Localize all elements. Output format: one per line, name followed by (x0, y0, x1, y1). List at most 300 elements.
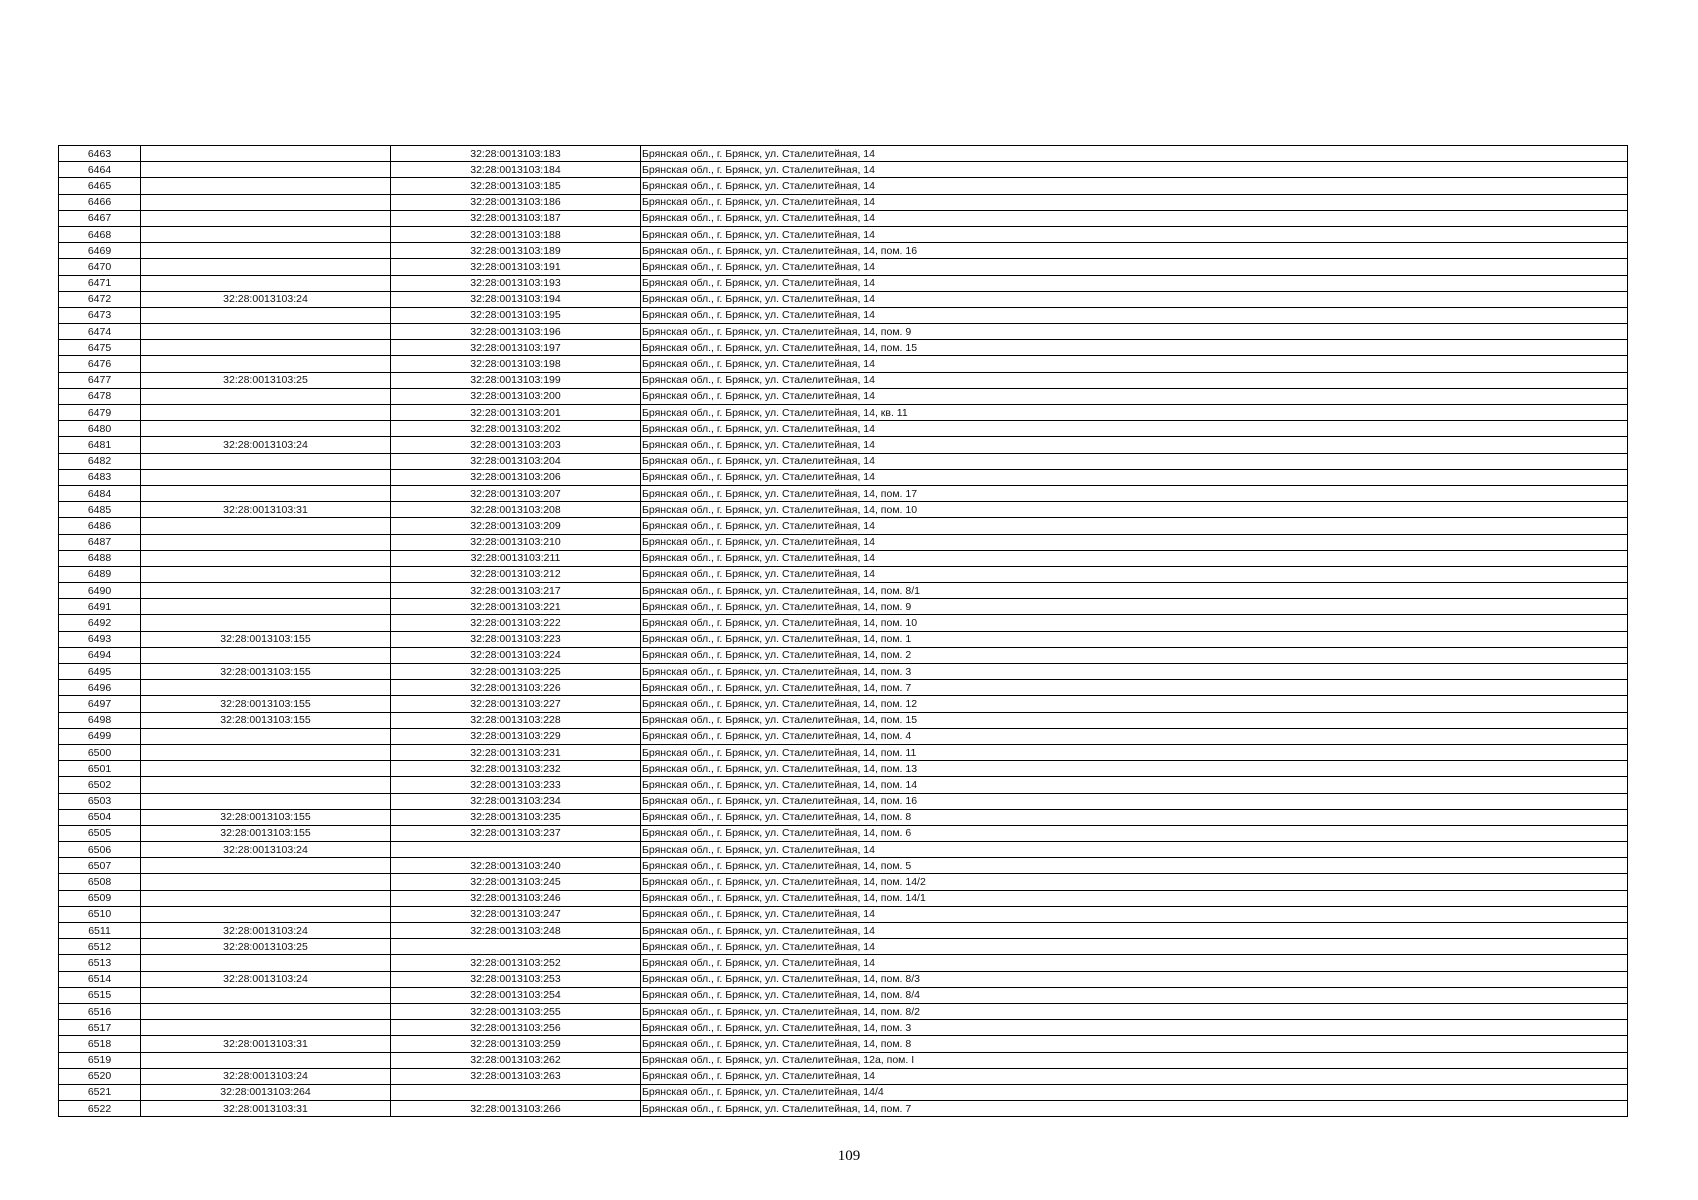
row-number-cell: 6464 (59, 162, 141, 178)
parent-cadastral-number-cell (141, 324, 391, 340)
table-row (59, 599, 1628, 615)
parent-cadastral-number-cell (141, 550, 391, 566)
address-cell: Брянская обл., г. Брянск, ул. Сталелитейная, 14, пом. 8 (641, 1036, 1628, 1052)
cadastral-number-cell: 32:28:0013103:208 (391, 502, 641, 518)
table-row (59, 437, 1628, 453)
cadastral-number-cell: 32:28:0013103:204 (391, 453, 641, 469)
cadastral-number-cell: 32:28:0013103:226 (391, 680, 641, 696)
address-cell: Брянская обл., г. Брянск, ул. Сталелитейная, 14 (641, 178, 1628, 194)
table-row (59, 243, 1628, 259)
address-cell: Брянская обл., г. Брянск, ул. Сталелитейная, 14 (641, 534, 1628, 550)
table-row (59, 485, 1628, 501)
cadastral-number-cell: 32:28:0013103:255 (391, 1003, 641, 1019)
address-cell: Брянская обл., г. Брянск, ул. Сталелитейная, 14, пом. 7 (641, 680, 1628, 696)
cadastral-number-cell: 32:28:0013103:209 (391, 518, 641, 534)
address-cell: Брянская обл., г. Брянск, ул. Сталелитейная, 14 (641, 437, 1628, 453)
table-row (59, 1020, 1628, 1036)
parent-cadastral-number-cell (141, 793, 391, 809)
row-number-cell: 6483 (59, 469, 141, 485)
parent-cadastral-number-cell: 32:28:0013103:25 (141, 939, 391, 955)
table-row (59, 615, 1628, 631)
table-row (59, 842, 1628, 858)
parent-cadastral-number-cell (141, 340, 391, 356)
table-row (59, 324, 1628, 340)
cadastral-number-cell: 32:28:0013103:225 (391, 664, 641, 680)
row-number-cell: 6507 (59, 858, 141, 874)
row-number-cell: 6480 (59, 421, 141, 437)
parent-cadastral-number-cell (141, 680, 391, 696)
parent-cadastral-number-cell: 32:28:0013103:24 (141, 842, 391, 858)
parent-cadastral-number-cell (141, 146, 391, 162)
address-cell: Брянская обл., г. Брянск, ул. Сталелитейная, 14 (641, 372, 1628, 388)
cadastral-number-cell: 32:28:0013103:188 (391, 226, 641, 242)
table-row (59, 890, 1628, 906)
address-cell: Брянская обл., г. Брянск, ул. Сталелитейная, 14 (641, 566, 1628, 582)
table-row (59, 421, 1628, 437)
parent-cadastral-number-cell: 32:28:0013103:31 (141, 1036, 391, 1052)
row-number-cell: 6510 (59, 906, 141, 922)
table-row (59, 874, 1628, 890)
cadastral-number-cell: 32:28:0013103:240 (391, 858, 641, 874)
cadastral-number-cell: 32:28:0013103:189 (391, 243, 641, 259)
table-row (59, 761, 1628, 777)
row-number-cell: 6481 (59, 437, 141, 453)
address-cell: Брянская обл., г. Брянск, ул. Сталелитейная, 14 (641, 550, 1628, 566)
table-row (59, 1068, 1628, 1084)
address-cell: Брянская обл., г. Брянск, ул. Сталелитейная, 14, пом. 14 (641, 777, 1628, 793)
table-row (59, 744, 1628, 760)
registry-table-body (59, 146, 1628, 1117)
row-number-cell: 6486 (59, 518, 141, 534)
table-row (59, 631, 1628, 647)
cadastral-number-cell: 32:28:0013103:195 (391, 307, 641, 323)
row-number-cell: 6515 (59, 987, 141, 1003)
row-number-cell: 6504 (59, 809, 141, 825)
row-number-cell: 6473 (59, 307, 141, 323)
row-number-cell: 6506 (59, 842, 141, 858)
parent-cadastral-number-cell (141, 162, 391, 178)
row-number-cell: 6495 (59, 664, 141, 680)
cadastral-number-cell: 32:28:0013103:227 (391, 696, 641, 712)
parent-cadastral-number-cell (141, 356, 391, 372)
cadastral-number-cell: 32:28:0013103:246 (391, 890, 641, 906)
row-number-cell: 6522 (59, 1101, 141, 1117)
row-number-cell: 6477 (59, 372, 141, 388)
table-row (59, 906, 1628, 922)
table-row (59, 647, 1628, 663)
cadastral-number-cell (391, 1084, 641, 1100)
parent-cadastral-number-cell (141, 226, 391, 242)
cadastral-number-cell: 32:28:0013103:259 (391, 1036, 641, 1052)
cadastral-number-cell: 32:28:0013103:203 (391, 437, 641, 453)
parent-cadastral-number-cell (141, 485, 391, 501)
table-row (59, 728, 1628, 744)
address-cell: Брянская обл., г. Брянск, ул. Сталелитейная, 14, пом. 8/2 (641, 1003, 1628, 1019)
cadastral-number-cell: 32:28:0013103:187 (391, 210, 641, 226)
row-number-cell: 6499 (59, 728, 141, 744)
cadastral-number-cell: 32:28:0013103:247 (391, 906, 641, 922)
parent-cadastral-number-cell: 32:28:0013103:155 (141, 696, 391, 712)
cadastral-number-cell: 32:28:0013103:256 (391, 1020, 641, 1036)
row-number-cell: 6511 (59, 923, 141, 939)
address-cell: Брянская обл., г. Брянск, ул. Сталелитейная, 14, пом. 15 (641, 340, 1628, 356)
table-row (59, 405, 1628, 421)
table-row (59, 971, 1628, 987)
address-cell: Брянская обл., г. Брянск, ул. Сталелитейная, 14, пом. 16 (641, 243, 1628, 259)
cadastral-number-cell: 32:28:0013103:262 (391, 1052, 641, 1068)
address-cell: Брянская обл., г. Брянск, ул. Сталелитейная, 14, пом. 8/3 (641, 971, 1628, 987)
row-number-cell: 6521 (59, 1084, 141, 1100)
cadastral-number-cell: 32:28:0013103:222 (391, 615, 641, 631)
table-row (59, 372, 1628, 388)
parent-cadastral-number-cell: 32:28:0013103:24 (141, 291, 391, 307)
cadastral-number-cell: 32:28:0013103:252 (391, 955, 641, 971)
cadastral-number-cell: 32:28:0013103:266 (391, 1101, 641, 1117)
cadastral-number-cell: 32:28:0013103:200 (391, 388, 641, 404)
row-number-cell: 6468 (59, 226, 141, 242)
address-cell: Брянская обл., г. Брянск, ул. Сталелитейная, 14, пом. 8/1 (641, 583, 1628, 599)
table-row (59, 194, 1628, 210)
address-cell: Брянская обл., г. Брянск, ул. Сталелитейная, 14 (641, 356, 1628, 372)
parent-cadastral-number-cell (141, 583, 391, 599)
parent-cadastral-number-cell (141, 453, 391, 469)
table-row (59, 680, 1628, 696)
parent-cadastral-number-cell: 32:28:0013103:155 (141, 809, 391, 825)
table-row (59, 858, 1628, 874)
cadastral-number-cell: 32:28:0013103:198 (391, 356, 641, 372)
parent-cadastral-number-cell (141, 1003, 391, 1019)
row-number-cell: 6474 (59, 324, 141, 340)
address-cell: Брянская обл., г. Брянск, ул. Сталелитейная, 14, пом. 5 (641, 858, 1628, 874)
cadastral-number-cell: 32:28:0013103:248 (391, 923, 641, 939)
address-cell: Брянская обл., г. Брянск, ул. Сталелитейная, 14, пом. 13 (641, 761, 1628, 777)
table-row (59, 583, 1628, 599)
table-row (59, 712, 1628, 728)
table-row (59, 469, 1628, 485)
parent-cadastral-number-cell (141, 777, 391, 793)
cadastral-number-cell: 32:28:0013103:202 (391, 421, 641, 437)
address-cell: Брянская обл., г. Брянск, ул. Сталелитейная, 14, пом. 15 (641, 712, 1628, 728)
table-row (59, 987, 1628, 1003)
parent-cadastral-number-cell: 32:28:0013103:155 (141, 712, 391, 728)
table-row (59, 566, 1628, 582)
address-cell: Брянская обл., г. Брянск, ул. Сталелитейная, 14, пом. 12 (641, 696, 1628, 712)
cadastral-number-cell: 32:28:0013103:211 (391, 550, 641, 566)
address-cell: Брянская обл., г. Брянск, ул. Сталелитейная, 14 (641, 453, 1628, 469)
parent-cadastral-number-cell (141, 421, 391, 437)
row-number-cell: 6503 (59, 793, 141, 809)
parent-cadastral-number-cell (141, 728, 391, 744)
address-cell: Брянская обл., г. Брянск, ул. Сталелитейная, 14, пом. 10 (641, 615, 1628, 631)
table-row (59, 275, 1628, 291)
address-cell: Брянская обл., г. Брянск, ул. Сталелитейная, 14 (641, 842, 1628, 858)
parent-cadastral-number-cell (141, 890, 391, 906)
address-cell: Брянская обл., г. Брянск, ул. Сталелитейная, 14, пом. 7 (641, 1101, 1628, 1117)
address-cell: Брянская обл., г. Брянск, ул. Сталелитейная, 14, пом. 6 (641, 825, 1628, 841)
parent-cadastral-number-cell (141, 744, 391, 760)
parent-cadastral-number-cell (141, 307, 391, 323)
parent-cadastral-number-cell (141, 194, 391, 210)
table-row (59, 162, 1628, 178)
address-cell: Брянская обл., г. Брянск, ул. Сталелитейная, 14 (641, 275, 1628, 291)
address-cell: Брянская обл., г. Брянск, ул. Сталелитейная, 14, пом. 14/1 (641, 890, 1628, 906)
parent-cadastral-number-cell (141, 388, 391, 404)
cadastral-number-cell: 32:28:0013103:245 (391, 874, 641, 890)
address-cell: Брянская обл., г. Брянск, ул. Сталелитейная, 12а, пом. I (641, 1052, 1628, 1068)
cadastral-number-cell: 32:28:0013103:207 (391, 485, 641, 501)
table-row (59, 1036, 1628, 1052)
row-number-cell: 6493 (59, 631, 141, 647)
table-row (59, 696, 1628, 712)
table-row (59, 1003, 1628, 1019)
parent-cadastral-number-cell: 32:28:0013103:264 (141, 1084, 391, 1100)
table-row (59, 453, 1628, 469)
cadastral-number-cell: 32:28:0013103:184 (391, 162, 641, 178)
row-number-cell: 6479 (59, 405, 141, 421)
parent-cadastral-number-cell (141, 647, 391, 663)
row-number-cell: 6494 (59, 647, 141, 663)
row-number-cell: 6471 (59, 275, 141, 291)
row-number-cell: 6492 (59, 615, 141, 631)
address-cell: Брянская обл., г. Брянск, ул. Сталелитейная, 14, пом. 16 (641, 793, 1628, 809)
row-number-cell: 6487 (59, 534, 141, 550)
address-cell: Брянская обл., г. Брянск, ул. Сталелитейная, 14 (641, 518, 1628, 534)
address-cell: Брянская обл., г. Брянск, ул. Сталелитейная, 14, пом. 11 (641, 744, 1628, 760)
parent-cadastral-number-cell (141, 178, 391, 194)
row-number-cell: 6501 (59, 761, 141, 777)
row-number-cell: 6517 (59, 1020, 141, 1036)
table-row (59, 210, 1628, 226)
row-number-cell: 6485 (59, 502, 141, 518)
parent-cadastral-number-cell: 32:28:0013103:155 (141, 664, 391, 680)
address-cell: Брянская обл., г. Брянск, ул. Сталелитейная, 14, пом. 9 (641, 324, 1628, 340)
row-number-cell: 6476 (59, 356, 141, 372)
cadastral-number-cell: 32:28:0013103:194 (391, 291, 641, 307)
row-number-cell: 6478 (59, 388, 141, 404)
row-number-cell: 6513 (59, 955, 141, 971)
parent-cadastral-number-cell: 32:28:0013103:31 (141, 502, 391, 518)
address-cell: Брянская обл., г. Брянск, ул. Сталелитейная, 14 (641, 194, 1628, 210)
cadastral-number-cell: 32:28:0013103:212 (391, 566, 641, 582)
row-number-cell: 6482 (59, 453, 141, 469)
table-row (59, 518, 1628, 534)
address-cell: Брянская обл., г. Брянск, ул. Сталелитейная, 14 (641, 291, 1628, 307)
cadastral-number-cell: 32:28:0013103:237 (391, 825, 641, 841)
parent-cadastral-number-cell: 32:28:0013103:24 (141, 437, 391, 453)
cadastral-number-cell: 32:28:0013103:206 (391, 469, 641, 485)
row-number-cell: 6500 (59, 744, 141, 760)
address-cell: Брянская обл., г. Брянск, ул. Сталелитейная, 14, пом. 9 (641, 599, 1628, 615)
parent-cadastral-number-cell (141, 566, 391, 582)
parent-cadastral-number-cell: 32:28:0013103:25 (141, 372, 391, 388)
cadastral-number-cell: 32:28:0013103:197 (391, 340, 641, 356)
table-row (59, 356, 1628, 372)
cadastral-number-cell: 32:28:0013103:229 (391, 728, 641, 744)
row-number-cell: 6509 (59, 890, 141, 906)
address-cell: Брянская обл., г. Брянск, ул. Сталелитейная, 14, пом. 10 (641, 502, 1628, 518)
row-number-cell: 6470 (59, 259, 141, 275)
address-cell: Брянская обл., г. Брянск, ул. Сталелитейная, 14 (641, 210, 1628, 226)
table-row (59, 1084, 1628, 1100)
row-number-cell: 6520 (59, 1068, 141, 1084)
parent-cadastral-number-cell: 32:28:0013103:31 (141, 1101, 391, 1117)
address-cell: Брянская обл., г. Брянск, ул. Сталелитейная, 14, пом. 3 (641, 664, 1628, 680)
cadastral-number-cell: 32:28:0013103:232 (391, 761, 641, 777)
parent-cadastral-number-cell (141, 987, 391, 1003)
parent-cadastral-number-cell (141, 1052, 391, 1068)
row-number-cell: 6519 (59, 1052, 141, 1068)
table-row (59, 291, 1628, 307)
page-number: 109 (837, 1148, 861, 1164)
parent-cadastral-number-cell (141, 259, 391, 275)
table-row (59, 777, 1628, 793)
row-number-cell: 6508 (59, 874, 141, 890)
parent-cadastral-number-cell (141, 405, 391, 421)
row-number-cell: 6518 (59, 1036, 141, 1052)
table-row (59, 825, 1628, 841)
address-cell: Брянская обл., г. Брянск, ул. Сталелитейная, 14/4 (641, 1084, 1628, 1100)
row-number-cell: 6488 (59, 550, 141, 566)
table-row (59, 923, 1628, 939)
address-cell: Брянская обл., г. Брянск, ул. Сталелитейная, 14 (641, 1068, 1628, 1084)
row-number-cell: 6516 (59, 1003, 141, 1019)
parent-cadastral-number-cell: 32:28:0013103:24 (141, 971, 391, 987)
parent-cadastral-number-cell (141, 518, 391, 534)
cadastral-number-cell: 32:28:0013103:221 (391, 599, 641, 615)
parent-cadastral-number-cell: 32:28:0013103:155 (141, 631, 391, 647)
row-number-cell: 6514 (59, 971, 141, 987)
address-cell: Брянская обл., г. Брянск, ул. Сталелитейная, 14 (641, 469, 1628, 485)
parent-cadastral-number-cell (141, 906, 391, 922)
row-number-cell: 6484 (59, 485, 141, 501)
address-cell: Брянская обл., г. Брянск, ул. Сталелитейная, 14 (641, 421, 1628, 437)
registry-table (58, 145, 1628, 1117)
cadastral-number-cell: 32:28:0013103:196 (391, 324, 641, 340)
row-number-cell: 6463 (59, 146, 141, 162)
address-cell: Брянская обл., г. Брянск, ул. Сталелитейная, 14 (641, 923, 1628, 939)
address-cell: Брянская обл., г. Брянск, ул. Сталелитейная, 14 (641, 906, 1628, 922)
address-cell: Брянская обл., г. Брянск, ул. Сталелитейная, 14 (641, 146, 1628, 162)
cadastral-number-cell: 32:28:0013103:199 (391, 372, 641, 388)
row-number-cell: 6467 (59, 210, 141, 226)
table-row (59, 809, 1628, 825)
cadastral-number-cell: 32:28:0013103:191 (391, 259, 641, 275)
cadastral-number-cell: 32:28:0013103:234 (391, 793, 641, 809)
parent-cadastral-number-cell (141, 210, 391, 226)
parent-cadastral-number-cell (141, 874, 391, 890)
table-row (59, 146, 1628, 162)
parent-cadastral-number-cell (141, 858, 391, 874)
address-cell: Брянская обл., г. Брянск, ул. Сталелитейная, 14, пом. 8 (641, 809, 1628, 825)
row-number-cell: 6469 (59, 243, 141, 259)
cadastral-number-cell: 32:28:0013103:201 (391, 405, 641, 421)
address-cell: Брянская обл., г. Брянск, ул. Сталелитейная, 14, пом. 2 (641, 647, 1628, 663)
row-number-cell: 6465 (59, 178, 141, 194)
address-cell: Брянская обл., г. Брянск, ул. Сталелитейная, 14, пом. 17 (641, 485, 1628, 501)
cadastral-number-cell: 32:28:0013103:253 (391, 971, 641, 987)
address-cell: Брянская обл., г. Брянск, ул. Сталелитейная, 14 (641, 939, 1628, 955)
cadastral-number-cell: 32:28:0013103:224 (391, 647, 641, 663)
cadastral-number-cell: 32:28:0013103:193 (391, 275, 641, 291)
cadastral-number-cell: 32:28:0013103:228 (391, 712, 641, 728)
address-cell: Брянская обл., г. Брянск, ул. Сталелитейная, 14, пом. 8/4 (641, 987, 1628, 1003)
table-row (59, 939, 1628, 955)
address-cell: Брянская обл., г. Брянск, ул. Сталелитейная, 14 (641, 955, 1628, 971)
cadastral-number-cell (391, 842, 641, 858)
cadastral-number-cell: 32:28:0013103:254 (391, 987, 641, 1003)
cadastral-number-cell: 32:28:0013103:210 (391, 534, 641, 550)
address-cell: Брянская обл., г. Брянск, ул. Сталелитейная, 14 (641, 259, 1628, 275)
row-number-cell: 6505 (59, 825, 141, 841)
table-row (59, 955, 1628, 971)
parent-cadastral-number-cell (141, 534, 391, 550)
parent-cadastral-number-cell (141, 955, 391, 971)
row-number-cell: 6502 (59, 777, 141, 793)
address-cell: Брянская обл., г. Брянск, ул. Сталелитейная, 14, пом. 3 (641, 1020, 1628, 1036)
parent-cadastral-number-cell (141, 599, 391, 615)
address-cell: Брянская обл., г. Брянск, ул. Сталелитейная, 14, пом. 1 (641, 631, 1628, 647)
cadastral-number-cell: 32:28:0013103:231 (391, 744, 641, 760)
table-row (59, 1052, 1628, 1068)
row-number-cell: 6490 (59, 583, 141, 599)
address-cell: Брянская обл., г. Брянск, ул. Сталелитейная, 14 (641, 388, 1628, 404)
cadastral-number-cell: 32:28:0013103:263 (391, 1068, 641, 1084)
cadastral-number-cell: 32:28:0013103:185 (391, 178, 641, 194)
cadastral-number-cell (391, 939, 641, 955)
row-number-cell: 6475 (59, 340, 141, 356)
parent-cadastral-number-cell: 32:28:0013103:24 (141, 1068, 391, 1084)
parent-cadastral-number-cell (141, 275, 391, 291)
row-number-cell: 6472 (59, 291, 141, 307)
table-row (59, 178, 1628, 194)
table-row (59, 550, 1628, 566)
address-cell: Брянская обл., г. Брянск, ул. Сталелитейная, 14 (641, 226, 1628, 242)
parent-cadastral-number-cell: 32:28:0013103:155 (141, 825, 391, 841)
table-row (59, 1101, 1628, 1117)
address-cell: Брянская обл., г. Брянск, ул. Сталелитейная, 14 (641, 162, 1628, 178)
parent-cadastral-number-cell (141, 243, 391, 259)
table-row (59, 226, 1628, 242)
address-cell: Брянская обл., г. Брянск, ул. Сталелитейная, 14, кв. 11 (641, 405, 1628, 421)
row-number-cell: 6497 (59, 696, 141, 712)
table-row (59, 388, 1628, 404)
cadastral-number-cell: 32:28:0013103:223 (391, 631, 641, 647)
parent-cadastral-number-cell (141, 469, 391, 485)
table-row (59, 502, 1628, 518)
table-row (59, 307, 1628, 323)
cadastral-number-cell: 32:28:0013103:217 (391, 583, 641, 599)
table-row (59, 534, 1628, 550)
table-row (59, 793, 1628, 809)
table-row (59, 340, 1628, 356)
row-number-cell: 6496 (59, 680, 141, 696)
row-number-cell: 6489 (59, 566, 141, 582)
cadastral-number-cell: 32:28:0013103:186 (391, 194, 641, 210)
table-row (59, 664, 1628, 680)
cadastral-number-cell: 32:28:0013103:233 (391, 777, 641, 793)
cadastral-number-cell: 32:28:0013103:235 (391, 809, 641, 825)
row-number-cell: 6512 (59, 939, 141, 955)
row-number-cell: 6466 (59, 194, 141, 210)
parent-cadastral-number-cell (141, 761, 391, 777)
row-number-cell: 6491 (59, 599, 141, 615)
parent-cadastral-number-cell (141, 615, 391, 631)
table-row (59, 259, 1628, 275)
address-cell: Брянская обл., г. Брянск, ул. Сталелитейная, 14, пом. 14/2 (641, 874, 1628, 890)
address-cell: Брянская обл., г. Брянск, ул. Сталелитейная, 14, пом. 4 (641, 728, 1628, 744)
cadastral-number-cell: 32:28:0013103:183 (391, 146, 641, 162)
parent-cadastral-number-cell: 32:28:0013103:24 (141, 923, 391, 939)
